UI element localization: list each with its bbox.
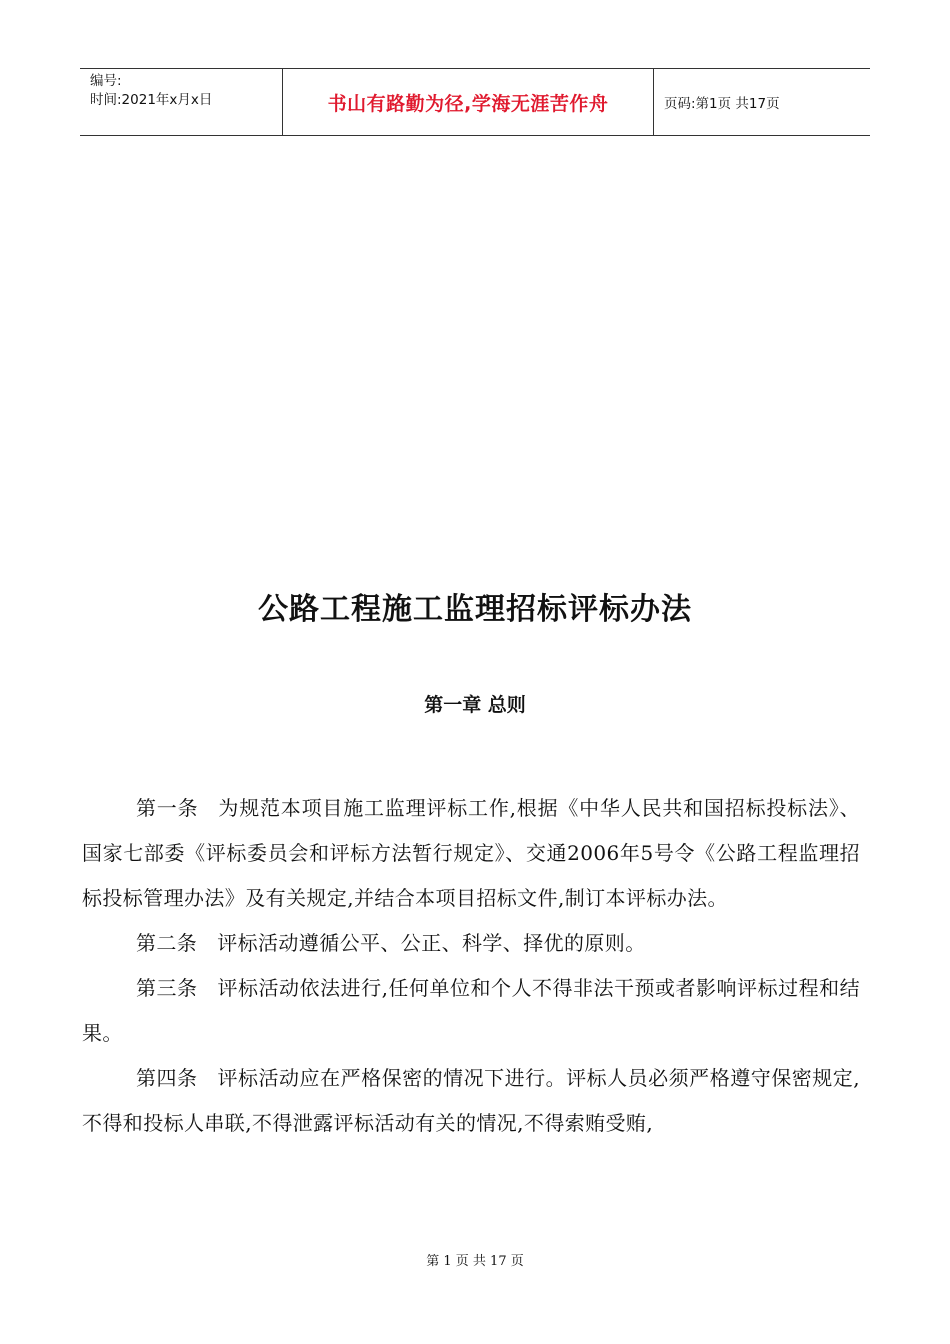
header-meta [80,69,282,135]
article-paragraph [82,966,860,1056]
header-motto: 书山有路勤为径,学海无涯苦作舟 [282,69,654,135]
article-paragraph [82,1056,860,1146]
document-title: 公路工程施工监理招标评标办法 [258,592,692,627]
article-number: 第三条 [136,976,198,1000]
article-number: 第二条 [136,931,198,955]
article-number: 第一条 [136,796,199,820]
article-text: 评标活动依法进行,任何单位和个人不得非法干预或者影响评标过程和结果。 [82,976,860,1045]
header-page-info: 页码:第1页 共17页 [664,96,780,112]
page-footer: 第 1 页 共 17 页 [426,1254,524,1269]
time-label: 时间:2021年x月x日 [90,92,213,108]
page-header [80,68,870,136]
article-text: 评标活动遵循公平、公正、科学、择优的原则。 [217,931,646,955]
article-number: 第四条 [136,1066,198,1090]
article-paragraph [82,921,860,966]
document-body [82,786,860,1146]
article-paragraph [82,786,860,921]
number-label: 编号: [90,73,122,89]
article-text: 为规范本项目施工监理评标工作,根据《中华人民共和国招标投标法》、国家七部委《评标委员会和评标方法暂行规定》、交通2006年5号令《公路工程监理招标投标管理办法》及有关规定,并结合本项目招标文件,制订本评标办法。 [82,796,860,910]
article-text: 评标活动应在严格保密的情况下进行。评标人员必须严格遵守保密规定,不得和投标人串联,不得泄露评标活动有关的情况,不得索贿受贿, [82,1066,860,1135]
chapter-heading: 第一章 总则 [424,694,526,716]
